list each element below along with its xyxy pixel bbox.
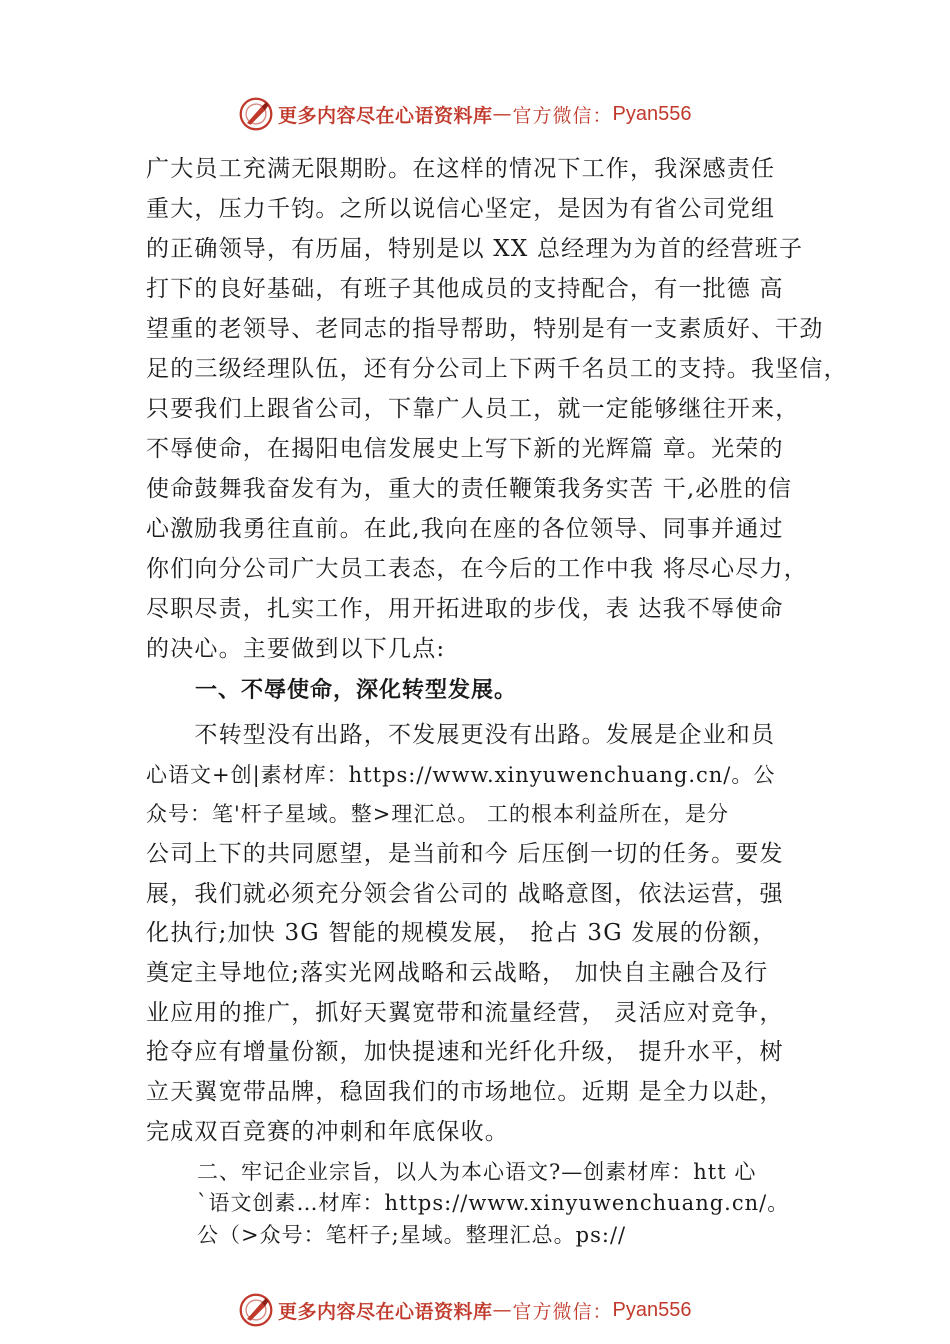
section1-line: 完成双百竞赛的冲刺和年底保收。: [146, 1119, 509, 1145]
section1-line: 立天翼宽带品牌，稳固我们的市场地位。近期 是全力以赴，: [146, 1079, 784, 1105]
body-line: 望重的老领导、老同志的指导帮助，特别是有一支素质好、干劲: [146, 316, 824, 342]
section1-line: 心语文+创|素材库：https://www.xinyuwenchuang.cn/。公: [146, 763, 776, 787]
banner-title: 更多内容尽在心语资料库: [278, 104, 493, 127]
banner-wechat-id: Pyan556: [612, 102, 692, 125]
section1-line: 抢夺应有增量份额，加快提速和光纤化升级， 提升水平，树: [146, 1039, 784, 1065]
body-line: 打下的良好基础，有班子其他成员的支持配合，有一批德 高: [146, 276, 784, 302]
pen-logo-icon: [238, 96, 274, 132]
header-banner: [238, 94, 758, 134]
banner-wechat-label: 官方微信：: [512, 104, 613, 127]
section1-line: 众号：笔'杆子星域。整>理汇总。 工的根本利益所在，是分: [146, 802, 730, 826]
section1-line: 化执行;加快 3G 智能的规模发展， 抢占 3G 发展的份额，: [146, 920, 777, 946]
body-line: 重大，压力千钧。之所以说信心坚定，是因为有省公司党组: [146, 196, 776, 222]
body-line: 尽职尽责，扎实工作，用开拓进取的步伐，表 达我不辱使命: [146, 596, 784, 622]
body-line: 足的三级经理队伍，还有分公司上下两千名员工的支持。我坚信，: [146, 356, 848, 382]
body-line: 只要我们上跟省公司，下靠广人员工，就一定能够继往开来，: [146, 396, 800, 422]
section2-line: 公（>众号：笔杆子;星域。整理汇总。ps://: [197, 1223, 627, 1247]
body-line: 你们向分公司广大员工表态，在今后的工作中我 将尽心尽力，: [146, 556, 808, 582]
section1-line: 奠定主导地位;落实光网战略和云战略， 加快自主融合及行: [146, 960, 769, 986]
section1-line: 业应用的推广，抓好天翼宽带和流量经营， 灵活应对竞争，: [146, 1000, 784, 1026]
body-line: 心激励我勇往直前。在此,我向在座的各位领导、同事并通过: [146, 516, 784, 542]
section1-line: 不转型没有出路，不发展更没有出路。发展是企业和员: [146, 722, 776, 748]
section2-line: 二、牢记企业宗旨，以人为本心语文?—创素材库：htt 心: [197, 1160, 757, 1184]
banner-wechat-label: 官方微信：: [512, 1300, 613, 1323]
section2-line: `语文创素…材库：https://www.xinyuwenchuang.cn/。: [197, 1191, 790, 1215]
section1-line: 展，我们就必须充分领会省公司的 战略意图，依法运营，强: [146, 881, 784, 907]
pen-logo-icon: [238, 1292, 274, 1328]
body-line: 的正确领导，有历届，特别是以 XX 总经理为为首的经营班子: [146, 236, 804, 262]
banner-wechat-id: Pyan556: [612, 1298, 692, 1321]
banner-dash: —: [492, 1299, 513, 1321]
body-line: 广大员工充满无限期盼。在这样的情况下工作，我深感责任: [146, 156, 776, 182]
body-line: 使命鼓舞我奋发有为，重大的责任鞭策我务实苦 干,必胜的信: [146, 476, 793, 502]
banner-dash: —: [492, 103, 513, 125]
section-heading: 一、不辱使命，深化转型发展。: [195, 678, 518, 703]
footer-banner: [238, 1290, 758, 1330]
body-line: 不辱使命，在揭阳电信发展史上写下新的光辉篇 章。光荣的: [146, 436, 784, 462]
banner-title: 更多内容尽在心语资料库: [278, 1300, 493, 1323]
body-line: 的决心。主要做到以下几点:: [146, 636, 446, 662]
section1-line: 公司上下的共同愿望，是当前和今 后压倒一切的任务。要发: [146, 841, 784, 867]
